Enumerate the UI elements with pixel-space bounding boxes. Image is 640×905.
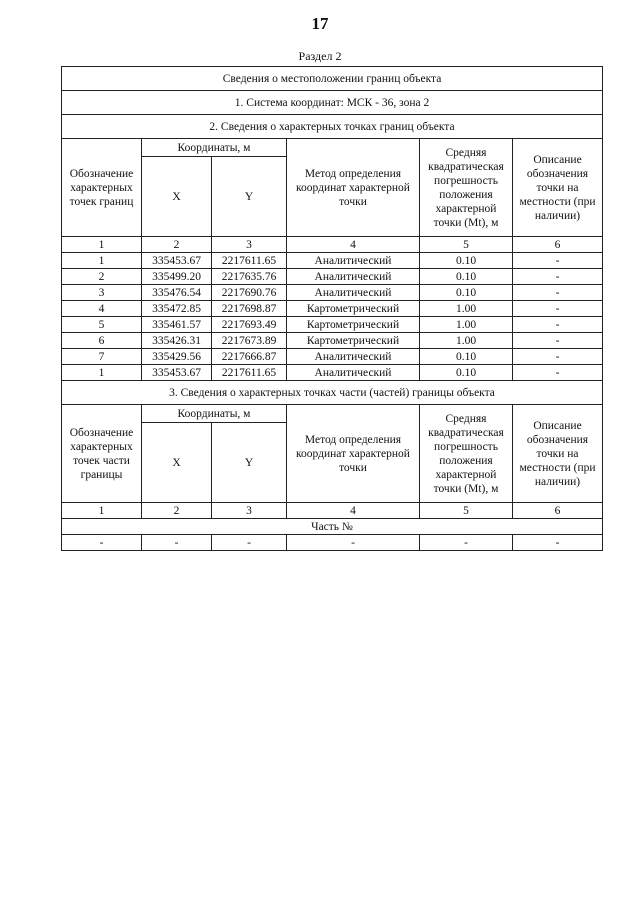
col-number: 3	[212, 237, 287, 253]
header-y: Y	[212, 423, 287, 503]
point-error: 1.00	[420, 317, 513, 333]
part-cell: -	[513, 535, 603, 551]
point-error: 0.10	[420, 365, 513, 381]
point-x: 335472.85	[142, 301, 212, 317]
point-description: -	[513, 285, 603, 301]
point-y: 2217635.76	[212, 269, 287, 285]
part-row	[62, 535, 603, 551]
point-row	[62, 269, 603, 285]
point-error: 0.10	[420, 285, 513, 301]
table-title: Сведения о местоположении границ объекта	[62, 67, 603, 91]
point-id: 4	[62, 301, 142, 317]
col-number: 5	[420, 237, 513, 253]
point-error: 1.00	[420, 301, 513, 317]
col-number: 4	[287, 237, 420, 253]
point-id: 6	[62, 333, 142, 349]
col-number: 5	[420, 503, 513, 519]
part-cell: -	[420, 535, 513, 551]
col-number: 1	[62, 503, 142, 519]
point-description: -	[513, 349, 603, 365]
point-method: Аналитический	[287, 365, 420, 381]
point-description: -	[513, 253, 603, 269]
point-error: 1.00	[420, 333, 513, 349]
point-row	[62, 285, 603, 301]
point-method: Картометрический	[287, 333, 420, 349]
header-error: Средняя квадратическая погрешность положения характерной точки (Mt), м	[420, 139, 513, 237]
section-label: Раздел 2	[298, 49, 342, 63]
point-y: 2217698.87	[212, 301, 287, 317]
col-number: 3	[212, 503, 287, 519]
header-y: Y	[212, 157, 287, 237]
point-method: Картометрический	[287, 301, 420, 317]
point-method: Аналитический	[287, 349, 420, 365]
column-number-row	[62, 237, 603, 253]
point-x: 335461.57	[142, 317, 212, 333]
point-x: 335426.31	[142, 333, 212, 349]
point-description: -	[513, 301, 603, 317]
part-cell: -	[212, 535, 287, 551]
point-description: -	[513, 365, 603, 381]
header-x: X	[142, 157, 212, 237]
page-number: 17	[311, 14, 329, 33]
point-error: 0.10	[420, 349, 513, 365]
header-description: Описание обозначения точки на местности (при наличии)	[513, 405, 603, 503]
header-method: Метод определения координат характерной точки	[287, 405, 420, 503]
coord-system: 1. Система координат: МСК - 36, зона 2	[62, 91, 603, 115]
parts-heading: 3. Сведения о характерных точках части (частей) границы объекта	[62, 381, 603, 405]
col-number: 4	[287, 503, 420, 519]
part-cell: -	[62, 535, 142, 551]
point-error: 0.10	[420, 269, 513, 285]
point-error: 0.10	[420, 253, 513, 269]
col-number: 1	[62, 237, 142, 253]
point-row	[62, 253, 603, 269]
point-y: 2217673.89	[212, 333, 287, 349]
part-cell: -	[287, 535, 420, 551]
part-cell: -	[142, 535, 212, 551]
boundary-table	[61, 66, 603, 551]
header-coords: Координаты, м	[142, 405, 287, 423]
points-heading: 2. Сведения о характерных точках границ объекта	[62, 115, 603, 139]
point-x: 335453.67	[142, 253, 212, 269]
header-error: Средняя квадратическая погрешность положения характерной точки (Mt), м	[420, 405, 513, 503]
point-method: Аналитический	[287, 253, 420, 269]
header-x: X	[142, 423, 212, 503]
part-label: Часть №	[62, 519, 603, 535]
point-row	[62, 365, 603, 381]
col-number: 6	[513, 237, 603, 253]
point-x: 335453.67	[142, 365, 212, 381]
column-number-row	[62, 503, 603, 519]
point-method: Аналитический	[287, 269, 420, 285]
point-x: 335476.54	[142, 285, 212, 301]
point-description: -	[513, 317, 603, 333]
point-y: 2217611.65	[212, 365, 287, 381]
header-method: Метод определения координат характерной точки	[287, 139, 420, 237]
point-method: Картометрический	[287, 317, 420, 333]
col-number: 6	[513, 503, 603, 519]
point-id: 1	[62, 253, 142, 269]
point-x: 335499.20	[142, 269, 212, 285]
point-x: 335429.56	[142, 349, 212, 365]
header-description: Описание обозначения точки на местности (при наличии)	[513, 139, 603, 237]
point-y: 2217693.49	[212, 317, 287, 333]
point-y: 2217666.87	[212, 349, 287, 365]
point-row	[62, 333, 603, 349]
header-designation: Обозначение характерных точек границ	[62, 139, 142, 237]
point-row	[62, 317, 603, 333]
point-id: 1	[62, 365, 142, 381]
point-description: -	[513, 269, 603, 285]
point-method: Аналитический	[287, 285, 420, 301]
point-id: 2	[62, 269, 142, 285]
point-y: 2217690.76	[212, 285, 287, 301]
point-id: 5	[62, 317, 142, 333]
header-designation: Обозначение характерных точек части границы	[62, 405, 142, 503]
point-description: -	[513, 333, 603, 349]
point-row	[62, 301, 603, 317]
col-number: 2	[142, 503, 212, 519]
col-number: 2	[142, 237, 212, 253]
point-id: 3	[62, 285, 142, 301]
point-id: 7	[62, 349, 142, 365]
point-y: 2217611.65	[212, 253, 287, 269]
header-coords: Координаты, м	[142, 139, 287, 157]
point-row	[62, 349, 603, 365]
